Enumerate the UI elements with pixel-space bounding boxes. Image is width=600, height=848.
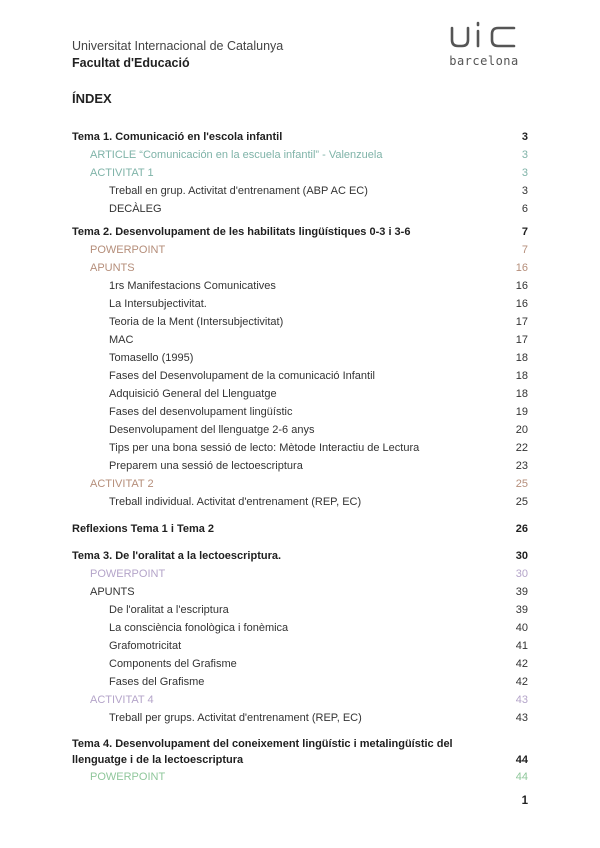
toc-entry-title: Tema 4. Desenvolupament del coneixement lingüístic i metalingüístic del llenguatge i de la lectoescriptura: [72, 738, 453, 766]
toc-entry[interactable]: [72, 164, 528, 182]
toc-entry-title: Preparem una sessió de lectoescriptura: [109, 460, 303, 472]
faculty-name: Facultat d'Educació: [72, 56, 190, 70]
toc-entry-title: APUNTS: [90, 586, 135, 598]
toc-entry[interactable]: [72, 619, 528, 637]
toc-entry-page: 39: [515, 604, 528, 616]
toc-entry-title: Tema 3. De l'oralitat a la lectoescriptura.: [72, 550, 282, 562]
toc-entry-title: 1rs Manifestacions Comunicatives: [109, 280, 276, 292]
toc-entry[interactable]: [72, 493, 528, 511]
toc-entry-title: MAC: [109, 334, 134, 346]
toc-entry[interactable]: [72, 709, 528, 727]
toc-entry-page: 25: [515, 496, 528, 508]
toc-entry[interactable]: [72, 768, 528, 786]
toc-entry-title: Grafomotricitat: [109, 640, 182, 652]
toc-entry[interactable]: [72, 655, 528, 673]
toc-entry-page: 30: [515, 550, 528, 562]
toc-entry-page: 25: [515, 478, 528, 490]
toc-entry[interactable]: [72, 421, 528, 439]
toc-entry-title: Treball en grup. Activitat d'entrenament (ABP AC EC): [109, 185, 368, 197]
toc-entry-page: 18: [515, 388, 528, 400]
toc-entry[interactable]: [72, 601, 528, 619]
toc-entry-page: 43: [515, 694, 528, 706]
toc-entry-title: ACTIVITAT 1: [90, 167, 154, 179]
toc-entry[interactable]: [72, 349, 528, 367]
toc-entry[interactable]: [72, 146, 528, 164]
toc-entry[interactable]: [72, 241, 528, 259]
toc-entry-page: 17: [515, 316, 528, 328]
logo-wordmark: barcelona: [449, 54, 519, 68]
toc-entry-page: 23: [515, 460, 528, 472]
table-of-contents: [72, 128, 528, 786]
toc-entry[interactable]: [72, 457, 528, 475]
toc-entry-page: 16: [515, 262, 528, 274]
toc-entry-title: Components del Grafisme: [109, 658, 237, 670]
toc-entry-page: 18: [515, 352, 528, 364]
toc-entry-title: ACTIVITAT 2: [90, 478, 154, 490]
toc-entry-page: 43: [515, 712, 528, 724]
toc-entry-title: DECÀLEG: [109, 203, 162, 215]
toc-entry[interactable]: [72, 565, 528, 583]
uic-logo-mark: [448, 18, 520, 52]
toc-entry-page: 3: [521, 167, 528, 179]
toc-entry-page: 42: [515, 676, 528, 688]
toc-entry[interactable]: [72, 277, 528, 295]
toc-entry[interactable]: [72, 331, 528, 349]
university-name: Universitat Internacional de Catalunya: [72, 39, 284, 53]
toc-entry[interactable]: [72, 520, 528, 538]
toc-entry-title: ARTICLE “Comunicación en la escuela infantil” - Valenzuela: [90, 149, 383, 161]
toc-entry[interactable]: [72, 583, 528, 601]
toc-entry-page: 3: [521, 149, 528, 161]
toc-entry-title: Adquisició General del Llenguatge: [109, 388, 277, 400]
toc-entry-page: 3: [521, 185, 528, 197]
toc-entry-page: 41: [515, 640, 528, 652]
page-number: 1: [521, 795, 528, 807]
toc-entry[interactable]: [72, 367, 528, 385]
toc-entry-title: Treball individual. Activitat d'entrenament (REP, EC): [109, 496, 362, 508]
toc-entry[interactable]: [72, 128, 528, 146]
toc-entry[interactable]: [72, 439, 528, 457]
toc-entry-title: Reflexions Tema 1 i Tema 2: [72, 523, 215, 535]
toc-entry-page: 19: [515, 406, 528, 418]
toc-entry-page: 3: [521, 131, 528, 143]
toc-entry-page: 44: [515, 754, 528, 766]
toc-entry-title: Tomasello (1995): [109, 352, 194, 364]
toc-entry-page: 16: [515, 298, 528, 310]
toc-entry-title: Fases del desenvolupament lingüístic: [109, 406, 293, 418]
toc-entry-title: De l'oralitat a l'escriptura: [109, 604, 229, 616]
toc-entry-title: Treball per grups. Activitat d'entrenament (REP, EC): [109, 712, 362, 724]
toc-entry-page: 6: [521, 203, 528, 215]
toc-entry-page: 30: [515, 568, 528, 580]
toc-entry-title: POWERPOINT: [90, 244, 166, 256]
toc-entry-title: ACTIVITAT 4: [90, 694, 154, 706]
toc-entry[interactable]: [72, 182, 528, 200]
toc-entry[interactable]: [72, 691, 528, 709]
toc-entry-page: 7: [521, 244, 528, 256]
toc-entry[interactable]: [72, 313, 528, 331]
toc-entry-title: La Intersubjectivitat.: [109, 298, 207, 310]
toc-entry[interactable]: [72, 403, 528, 421]
toc-entry-page: 26: [515, 523, 528, 535]
toc-entry-page: 44: [515, 771, 528, 783]
index-title: ÍNDEX: [72, 91, 112, 106]
toc-entry[interactable]: [72, 547, 528, 565]
toc-entry-page: 20: [515, 424, 528, 436]
toc-entry[interactable]: [72, 385, 528, 403]
toc-entry[interactable]: [72, 295, 528, 313]
toc-entry-page: 39: [515, 586, 528, 598]
toc-entry-title: Fases del Grafisme: [109, 676, 205, 688]
toc-entry-title: La consciència fonològica i fonèmica: [109, 622, 289, 634]
document-header: [72, 38, 283, 72]
toc-entry-page: 17: [515, 334, 528, 346]
toc-entry[interactable]: [72, 637, 528, 655]
toc-entry-page: 18: [515, 370, 528, 382]
toc-entry[interactable]: [72, 475, 528, 493]
toc-entry[interactable]: [72, 200, 528, 218]
toc-entry-title: Desenvolupament del llenguatge 2-6 anys: [109, 424, 315, 436]
toc-entry-title: Tips per una bona sessió de lecto: Mètode Interactiu de Lectura: [109, 442, 420, 454]
toc-entry[interactable]: [72, 673, 528, 691]
toc-entry-title: APUNTS: [90, 262, 135, 274]
toc-entry[interactable]: [72, 223, 528, 241]
toc-entry-title: Tema 2. Desenvolupament de les habilitats lingüístiques 0-3 i 3-6: [72, 226, 411, 238]
toc-entry-page: 42: [515, 658, 528, 670]
toc-entry-title: Fases del Desenvolupament de la comunicació Infantil: [109, 370, 375, 382]
toc-entry[interactable]: [72, 736, 528, 768]
toc-entry-page: 7: [521, 226, 528, 238]
toc-entry-page: 40: [515, 622, 528, 634]
toc-entry-page: 22: [515, 442, 528, 454]
toc-entry-title: POWERPOINT: [90, 771, 166, 783]
toc-entry-title: Teoria de la Ment (Intersubjectivitat): [109, 316, 284, 328]
toc-entry-title: POWERPOINT: [90, 568, 166, 580]
toc-entry-page: 16: [515, 280, 528, 292]
toc-entry-title: Tema 1. Comunicació en l'escola infantil: [72, 131, 283, 143]
uic-logo: [448, 18, 520, 70]
toc-entry[interactable]: [72, 259, 528, 277]
